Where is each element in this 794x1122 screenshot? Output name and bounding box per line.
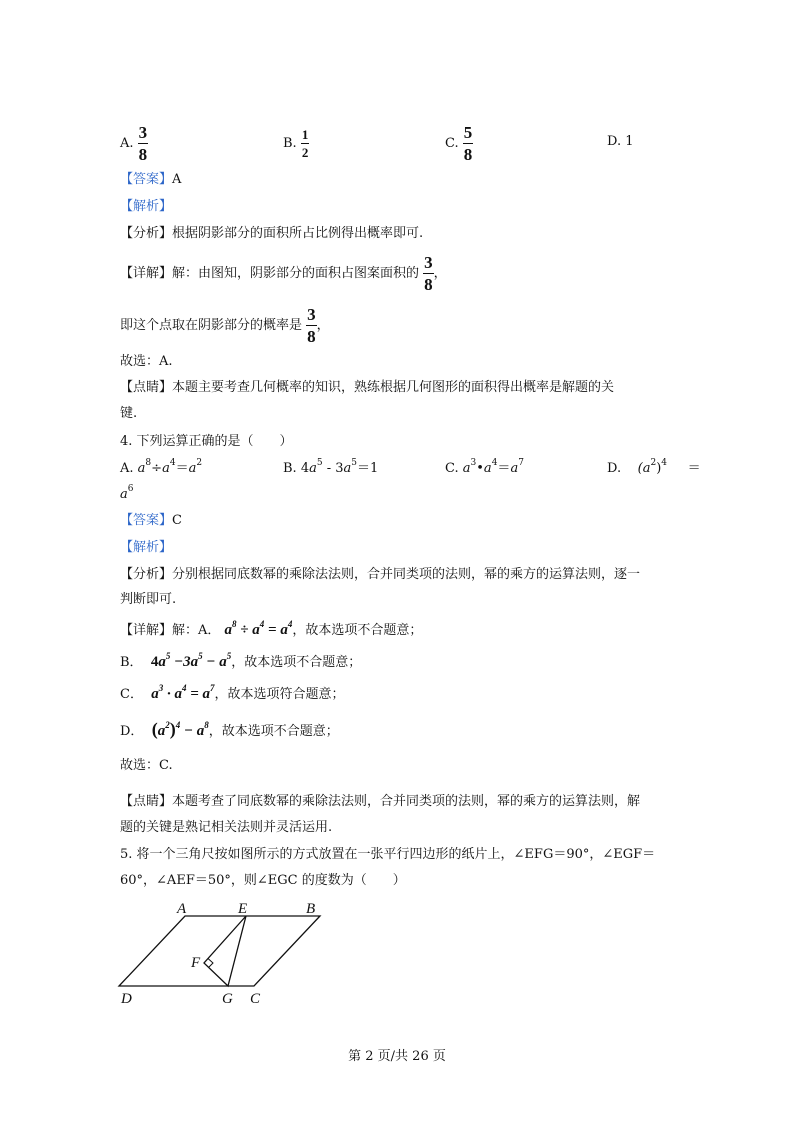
fraction-3-8: $\frac{3}{8}$	[307, 305, 316, 346]
label-c: C	[250, 991, 261, 1007]
q4-dianjing-cont: 题的关键是熟记相关法则并灵活运用.	[120, 820, 333, 835]
q4-xiangjie-b: B． $4a^5 -3a^5 - a^5$，故本选项不合题意；	[120, 651, 362, 670]
q3-option-d: D. 1	[607, 134, 634, 149]
q5-question-line1: 5. 将一个三角尺按如图所示的方式放置在一张平行四边形的纸片上，∠EFG＝90°，∠EGF＝	[120, 847, 656, 862]
q5-question-line2: 60°，∠AEF＝50°，则∠EGC 的度数为（ ）	[120, 873, 406, 888]
fraction-3-8: $\frac{3}{8}$	[138, 123, 148, 164]
fraction-5-8: $\frac{5}{8}$	[463, 123, 473, 164]
q3-option-b: B. $\frac{1}{2}$	[283, 127, 309, 160]
parallelogram-abcd	[119, 916, 320, 986]
q4-option-a: A. $a^8\div a^4=a^2$	[120, 458, 203, 476]
q4-option-b: B. $4a^5 - 3a^5=1$	[283, 458, 379, 476]
q4-fenxi: 【分析】分别根据同底数幂的乘除法法则，合并同类项的法则，幂的乘方的运算法则，逐一	[120, 567, 641, 582]
q4-option-c: C. $a^3•a^4=a^7$	[445, 458, 524, 476]
q3-probability-line: 即这个点取在阴影部分的概率是 $\frac{3}{8}$ ，	[120, 305, 330, 346]
q4-question: 4. 下列运算正确的是（ ）	[120, 434, 293, 449]
math-expression-d: $(a^2)^4 - a^8$	[151, 719, 209, 739]
q3-answer: 【答案】A	[120, 172, 182, 187]
q3-option-c: C. $\frac{5}{8}$	[445, 123, 473, 164]
label-f: F	[191, 955, 201, 971]
q4-xiangjie-a: 【详解】解：A． $a^8 \div a^4 = a^4$，故本选项不合题意；	[120, 619, 423, 638]
math-expression-a: $a^8 \div a^4 = a^4$	[224, 619, 293, 638]
page-footer: 第 2 页/共 26 页	[348, 1049, 446, 1064]
q4-option-d-wrap: $a^6$	[120, 484, 134, 502]
label-b: B	[306, 901, 316, 917]
label-e: E	[238, 901, 248, 917]
q4-xiangjie-c: C． $a^3 \cdot a^4 = a^7$，故本选项符合题意；	[120, 683, 345, 702]
q3-fenxi: 【分析】根据阴影部分的面积所占比例得出概率即可.	[120, 226, 424, 241]
q4-analysis-tag: 【解析】	[120, 540, 173, 555]
label-d: D	[121, 991, 132, 1007]
fraction-3-8: $\frac{3}{8}$	[424, 253, 433, 294]
q4-dianjing: 【点睛】本题考查了同底数幂的乘除法法则，合并同类项的法则，幂的乘方的运算法则，解	[120, 794, 641, 809]
fraction-1-2: $\frac{1}{2}$	[301, 127, 309, 160]
q3-xiangjie: 【详解】解：由图知，阴影部分的面积占图案面积的 $\frac{3}{8}$ ，	[120, 253, 447, 294]
label-g: G	[222, 991, 233, 1007]
triangle-efg	[204, 916, 246, 986]
q4-xiangjie-d: D． $(a^2)^4 - a^8$，故本选项不合题意；	[120, 719, 339, 739]
label-a: A	[177, 901, 187, 917]
q3-option-a: A. $\frac{3}{8}$	[120, 123, 148, 164]
parallelogram-diagram	[110, 895, 340, 1013]
q3-analysis-tag: 【解析】	[120, 199, 173, 214]
q4-choose: 故选：C.	[120, 758, 173, 773]
math-expression-c: $a^3 \cdot a^4 = a^7$	[151, 683, 215, 702]
q3-dianjing-cont: 键.	[120, 406, 138, 421]
q3-dianjing: 【点睛】本题主要考查几何概率的知识，熟练根据几何图形的面积得出概率是解题的关	[120, 380, 615, 395]
q4-option-d: D. $(a^2)^4$ ＝	[607, 458, 701, 476]
q3-choose: 故选：A.	[120, 354, 173, 369]
math-expression-b: $4a^5 -3a^5 - a^5$	[150, 651, 232, 670]
q4-answer: 【答案】C	[120, 513, 182, 528]
q4-fenxi-cont: 判断即可.	[120, 592, 177, 607]
right-angle-mark	[208, 959, 213, 968]
